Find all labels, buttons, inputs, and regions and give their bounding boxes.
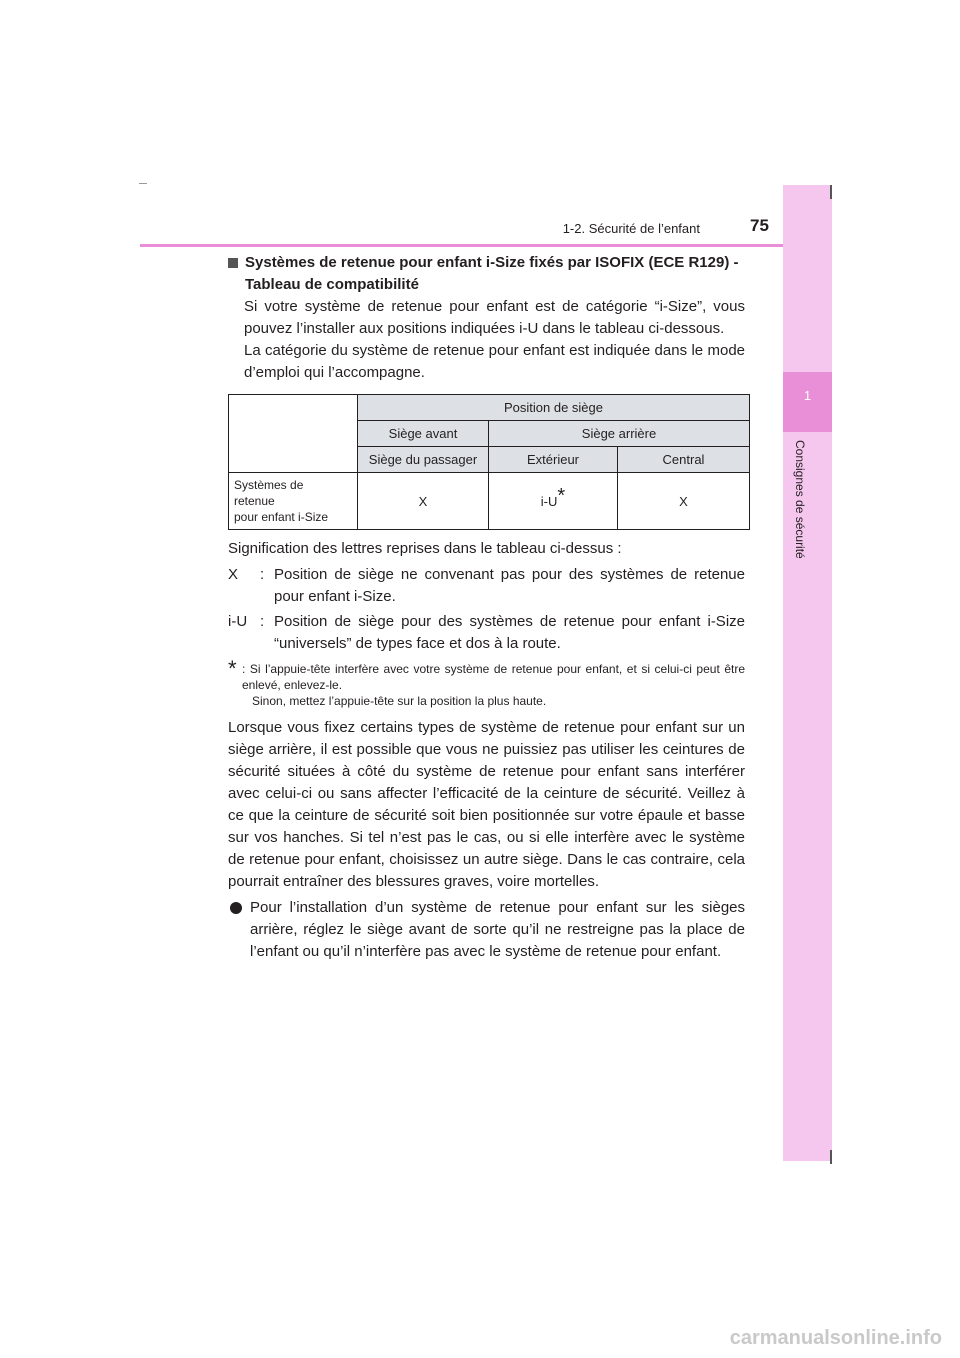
legend-item <box>228 564 745 608</box>
row-label-line: Systèmes de <box>234 478 304 492</box>
intro-paragraph: La catégorie du système de retenue pour enfant est indiquée dans le mode d’emploi qui l’accompagne. <box>244 342 745 381</box>
legend-colon: : <box>260 566 265 583</box>
legend-description: Position de siège ne convenant pas pour des systèmes de retenue pour enfant i-Size. <box>274 566 745 605</box>
table-row-label <box>229 473 358 530</box>
legend-term: i-U <box>228 613 248 630</box>
tab-edge-mark <box>830 185 832 199</box>
table-subheader-passenger: Siège du passager <box>358 447 489 473</box>
footnote-line: Sinon, mettez l’appuie-tête sur la position la plus haute. <box>252 694 547 708</box>
section-heading-text: Systèmes de retenue pour enfant i-Size fixés par ISOFIX (ECE R129) - Tableau de compatibilité <box>245 254 739 293</box>
table-subheader-exterior: Extérieur <box>489 447 618 473</box>
crop-mark <box>139 183 147 184</box>
legend-item <box>228 611 745 655</box>
table-cell-passenger: X <box>358 473 489 530</box>
table-subheader-central: Central <box>618 447 750 473</box>
warning-paragraph: Lorsque vous fixez certains types de système de retenue pour enfant sur un siège arrière, il est possible que vous ne puissiez pas utiliser les ceintures de sécurité situées à côté du système de retenue pour enfant sans interférer avec celui-ci ou sans affecter l’efficacité de la ceinture de sécurité. Veillez à ce que la ceinture de sécurité soit bien positionnée sur votre épaule et basse sur vos hanches. Si tel n’est pas le cas, ou si elle interfère avec le système de retenue pour enfant, choisissez un autre siège. Dans le cas contraire, cela pourrait entraîner des blessures graves, voire mortelles. <box>228 719 745 890</box>
page-number: 75 <box>750 216 769 235</box>
table-header-front-seat: Siège avant <box>358 421 489 447</box>
watermark: carmanualsonline.info <box>729 1327 942 1349</box>
compatibility-table <box>228 394 750 530</box>
header-rule <box>140 244 832 247</box>
chapter-label: Consignes de sécurité <box>793 440 807 559</box>
table-header-seat-position: Position de siège <box>358 395 750 421</box>
legend-intro: Signification des lettres reprises dans le tableau ci-dessus : <box>228 540 622 557</box>
asterisk-mark: * <box>557 484 566 507</box>
cell-value: i-U <box>540 493 558 509</box>
legend-colon: : <box>260 613 265 630</box>
square-bullet-icon <box>228 258 238 268</box>
bullet-text: Pour l’installation d’un système de retenue pour enfant sur les sièges arrière, réglez le siège avant de sorte qu’il ne restreigne pas la place de l’enfant ou qu’il n’interfère pas avec le système de retenue pour enfant. <box>250 899 745 960</box>
row-label-line: retenue <box>234 494 275 508</box>
row-label-line: pour enfant i-Size <box>234 510 329 524</box>
bullet-item <box>228 897 745 963</box>
section-heading <box>228 252 745 296</box>
footnote <box>228 656 745 709</box>
legend-term: X <box>228 566 239 583</box>
section-title: 1-2. Sécurité de l’enfant <box>562 221 700 236</box>
intro-paragraph: Si votre système de retenue pour enfant est de catégorie “i-Size”, vous pouvez l’installer aux positions indiquées i-U dans le tableau ci-dessous. <box>244 298 745 337</box>
chapter-tab-strip <box>783 185 832 1161</box>
table-header-rear-seat: Siège arrière <box>489 421 750 447</box>
table-cell-exterior <box>489 473 618 530</box>
chapter-number: 1 <box>803 388 812 403</box>
table-cell-central: X <box>618 473 750 530</box>
asterisk-mark: * <box>228 656 237 681</box>
page-content <box>228 252 745 963</box>
round-bullet-icon <box>230 902 242 914</box>
footnote-line: : Si l’appuie-tête interfère avec votre système de retenue pour enfant, et si celui-ci peut être enlevé, enlevez-le. <box>242 662 745 692</box>
tab-edge-mark <box>830 1150 832 1164</box>
table-corner-cell <box>229 395 358 473</box>
legend-description: Position de siège pour des systèmes de retenue pour enfant i-Size “universels” de types face et dos à la route. <box>274 613 745 652</box>
footnote-text <box>242 661 745 709</box>
